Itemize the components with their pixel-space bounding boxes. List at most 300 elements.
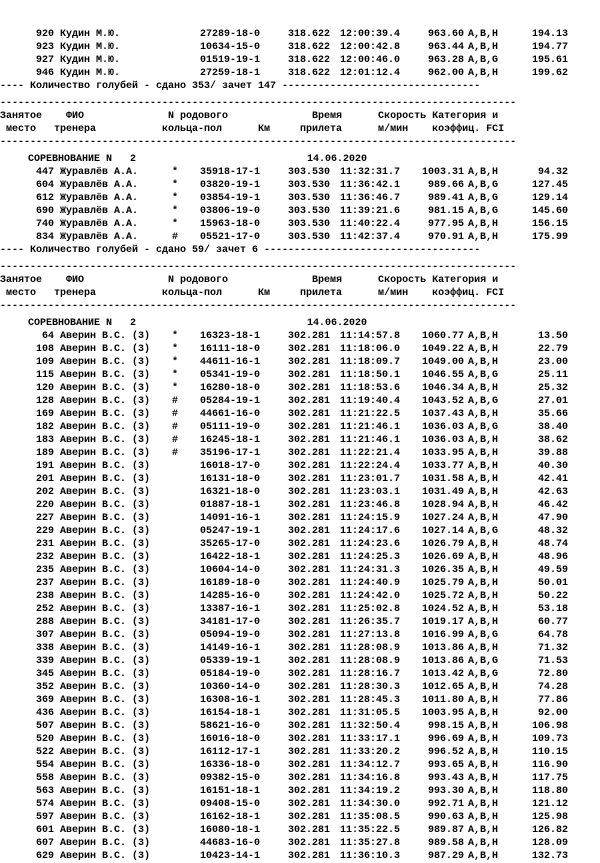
section-1-footer: ---- Количество голубей - сдано 353/ зачет 147 --------------------------------- xyxy=(0,81,481,92)
fancier-name-cell: Аверин В.С. (3) xyxy=(60,669,151,680)
distance-cell: 303.530 xyxy=(288,193,331,204)
speed-cell: 1026.69 xyxy=(421,552,464,563)
arrival-time-cell: 11:23:46.8 xyxy=(340,500,401,511)
arrival-time-cell: 11:26:35.7 xyxy=(340,617,401,628)
speed-cell: 1025.72 xyxy=(421,591,464,602)
ring-number-cell: 16080-18-1 xyxy=(200,825,261,836)
place-cell: 601 xyxy=(35,825,54,836)
table-row xyxy=(0,590,600,603)
results-document xyxy=(0,28,600,863)
column-header-line-1-2: Занятое ФИО N родового Время Скорость Категория и xyxy=(0,275,499,286)
category-cell: A,B,H xyxy=(468,409,499,420)
place-cell: 109 xyxy=(35,357,54,368)
table-row xyxy=(0,525,600,538)
category-cell: A,B,G xyxy=(468,656,499,667)
category-cell: A,B,H xyxy=(468,357,499,368)
place-cell: 183 xyxy=(35,435,54,446)
arrival-time-cell: 11:42:37.4 xyxy=(340,232,401,243)
speed-cell: 989.58 xyxy=(427,838,464,849)
arrival-time-cell: 11:28:16.7 xyxy=(340,669,401,680)
category-cell: A,B,H xyxy=(468,331,499,342)
coefficient-cell: 25.32 xyxy=(537,383,568,394)
distance-cell: 302.281 xyxy=(288,370,331,381)
coefficient-cell: 156.15 xyxy=(531,219,568,230)
distance-cell: 318.622 xyxy=(288,68,331,79)
arrival-time-cell: 11:18:53.6 xyxy=(340,383,401,394)
coefficient-cell: 145.60 xyxy=(531,206,568,217)
ring-number-cell: 27289-18-0 xyxy=(200,29,261,40)
mark-cell: * xyxy=(172,383,179,394)
ring-number-cell: 10423-14-1 xyxy=(200,851,261,862)
category-cell: A,B,H xyxy=(468,721,499,732)
coefficient-cell: 106.98 xyxy=(531,721,568,732)
speed-cell: 1025.79 xyxy=(421,578,464,589)
fancier-name-cell: Аверин В.С. (3) xyxy=(60,799,151,810)
coefficient-cell: 25.11 xyxy=(537,370,568,381)
table-row xyxy=(0,772,600,785)
fancier-name-cell: Кудин М.Ю. xyxy=(60,55,121,66)
ring-number-cell: 16189-18-0 xyxy=(200,578,261,589)
place-cell: 507 xyxy=(35,721,54,732)
speed-cell: 963.28 xyxy=(427,55,464,66)
ring-number-cell: 16016-18-0 xyxy=(200,734,261,745)
table-row xyxy=(0,67,600,80)
table-row xyxy=(0,28,600,41)
speed-cell: 962.00 xyxy=(427,68,464,79)
arrival-time-cell: 11:35:08.5 xyxy=(340,812,401,823)
ring-number-cell: 58621-16-0 xyxy=(200,721,261,732)
distance-cell: 318.622 xyxy=(288,42,331,53)
category-cell: A,B,H xyxy=(468,42,499,53)
mark-cell: # xyxy=(172,448,179,459)
distance-cell: 302.281 xyxy=(288,331,331,342)
table-row xyxy=(0,205,600,218)
mark-cell: * xyxy=(172,357,179,368)
table-row xyxy=(0,733,600,746)
section-2-footer: ---- Количество голубей - сдано 59/ зачет 6 ------------------------------------ xyxy=(0,245,481,256)
place-cell: 834 xyxy=(35,232,54,243)
arrival-time-cell: 11:18:06.0 xyxy=(340,344,401,355)
category-cell: A,B,H xyxy=(468,552,499,563)
arrival-time-cell: 11:35:27.8 xyxy=(340,838,401,849)
fancier-name-cell: Аверин В.С. (3) xyxy=(60,812,151,823)
arrival-time-cell: 11:35:22.5 xyxy=(340,825,401,836)
fancier-name-cell: Кудин М.Ю. xyxy=(60,29,121,40)
category-cell: A,B,H xyxy=(468,474,499,485)
ring-number-cell: 16321-18-0 xyxy=(200,487,261,498)
speed-cell: 1027.24 xyxy=(421,513,464,524)
ring-number-cell: 03820-19-1 xyxy=(200,180,261,191)
arrival-time-cell: 11:23:01.7 xyxy=(340,474,401,485)
table-row xyxy=(0,486,600,499)
ring-number-cell: 09382-15-0 xyxy=(200,773,261,784)
speed-cell: 1016.99 xyxy=(421,630,464,641)
speed-cell: 1037.43 xyxy=(421,409,464,420)
ring-number-cell: 01519-19-1 xyxy=(200,55,261,66)
speed-cell: 1046.55 xyxy=(421,370,464,381)
place-cell: 604 xyxy=(35,180,54,191)
fancier-name-cell: Аверин В.С. (3) xyxy=(60,708,151,719)
category-cell: A,B,H xyxy=(468,487,499,498)
table-row xyxy=(0,473,600,486)
coefficient-cell: 118.80 xyxy=(531,786,568,797)
table-row xyxy=(0,577,600,590)
category-cell: A,B,H xyxy=(468,812,499,823)
place-cell: 232 xyxy=(35,552,54,563)
ring-number-cell: 16308-16-1 xyxy=(200,695,261,706)
header-separator-top-2: -------------------------------------------------------------------------------------- xyxy=(0,262,517,273)
arrival-time-cell: 11:39:21.6 xyxy=(340,206,401,217)
speed-cell: 992.71 xyxy=(427,799,464,810)
speed-cell: 1003.31 xyxy=(421,167,464,178)
arrival-time-cell: 11:32:31.7 xyxy=(340,167,401,178)
place-cell: 612 xyxy=(35,193,54,204)
distance-cell: 302.281 xyxy=(288,643,331,654)
table-row xyxy=(0,369,600,382)
table-row xyxy=(0,551,600,564)
place-cell: 629 xyxy=(35,851,54,862)
distance-cell: 302.281 xyxy=(288,656,331,667)
coefficient-cell: 72.80 xyxy=(537,669,568,680)
ring-number-cell: 27259-18-1 xyxy=(200,68,261,79)
speed-cell: 1046.34 xyxy=(421,383,464,394)
arrival-time-cell: 11:36:46.7 xyxy=(340,193,401,204)
speed-cell: 1049.00 xyxy=(421,357,464,368)
table-row xyxy=(0,603,600,616)
arrival-time-cell: 11:28:08.9 xyxy=(340,656,401,667)
arrival-time-cell: 11:36:10.3 xyxy=(340,851,401,862)
ring-number-cell: 34181-17-0 xyxy=(200,617,261,628)
ring-number-cell: 16151-18-1 xyxy=(200,786,261,797)
distance-cell: 302.281 xyxy=(288,760,331,771)
ring-number-cell: 16112-17-1 xyxy=(200,747,261,758)
speed-cell: 1028.94 xyxy=(421,500,464,511)
place-cell: 345 xyxy=(35,669,54,680)
place-cell: 338 xyxy=(35,643,54,654)
ring-number-cell: 44661-16-0 xyxy=(200,409,261,420)
ring-number-cell: 05339-19-1 xyxy=(200,656,261,667)
fancier-name-cell: Аверин В.С. (3) xyxy=(60,825,151,836)
arrival-time-cell: 11:22:21.4 xyxy=(340,448,401,459)
arrival-time-cell: 11:21:46.1 xyxy=(340,435,401,446)
fancier-name-cell: Аверин В.С. (3) xyxy=(60,838,151,849)
fancier-name-cell: Аверин В.С. (3) xyxy=(60,396,151,407)
place-cell: 563 xyxy=(35,786,54,797)
place-cell: 108 xyxy=(35,344,54,355)
coefficient-cell: 117.75 xyxy=(531,773,568,784)
coefficient-cell: 110.15 xyxy=(531,747,568,758)
distance-cell: 302.281 xyxy=(288,799,331,810)
fancier-name-cell: Аверин В.С. (3) xyxy=(60,448,151,459)
ring-number-cell: 35918-17-1 xyxy=(200,167,261,178)
table-row xyxy=(0,192,600,205)
distance-cell: 302.281 xyxy=(288,578,331,589)
mark-cell: * xyxy=(172,370,179,381)
speed-cell: 1013.86 xyxy=(421,656,464,667)
fancier-name-cell: Журавлёв А.А. xyxy=(60,167,139,178)
speed-cell: 1033.77 xyxy=(421,461,464,472)
column-header-line-2-2: место тренера кольца-пол Км прилета м/мин коэффиц. FCI xyxy=(0,288,505,299)
place-cell: 690 xyxy=(35,206,54,217)
category-cell: A,B,G xyxy=(468,55,499,66)
category-cell: A,B,H xyxy=(468,500,499,511)
place-cell: 946 xyxy=(35,68,54,79)
category-cell: A,B,G xyxy=(468,422,499,433)
table-row xyxy=(0,166,600,179)
mark-cell: # xyxy=(172,232,179,243)
place-cell: 182 xyxy=(35,422,54,433)
fancier-name-cell: Аверин В.С. (3) xyxy=(60,630,151,641)
table-row xyxy=(0,54,600,67)
coefficient-cell: 125.98 xyxy=(531,812,568,823)
mark-cell: # xyxy=(172,396,179,407)
table-row xyxy=(0,720,600,733)
speed-cell: 970.91 xyxy=(427,232,464,243)
arrival-time-cell: 11:31:05.5 xyxy=(340,708,401,719)
place-cell: 927 xyxy=(35,55,54,66)
fancier-name-cell: Аверин В.С. (3) xyxy=(60,643,151,654)
ring-number-cell: 15963-18-0 xyxy=(200,219,261,230)
coefficient-cell: 35.66 xyxy=(537,409,568,420)
place-cell: 307 xyxy=(35,630,54,641)
section-3-title-row xyxy=(0,317,600,330)
place-cell: 115 xyxy=(35,370,54,381)
speed-cell: 987.29 xyxy=(427,851,464,862)
speed-cell: 993.43 xyxy=(427,773,464,784)
ring-number-cell: 10360-14-0 xyxy=(200,682,261,693)
fancier-name-cell: Аверин В.С. (3) xyxy=(60,474,151,485)
ring-number-cell: 35196-17-1 xyxy=(200,448,261,459)
coefficient-cell: 128.09 xyxy=(531,838,568,849)
section-1-rows xyxy=(0,28,600,80)
category-cell: A,B,H xyxy=(468,578,499,589)
ring-number-cell: 14285-16-0 xyxy=(200,591,261,602)
coefficient-cell: 48.74 xyxy=(537,539,568,550)
speed-cell: 981.15 xyxy=(427,206,464,217)
place-cell: 740 xyxy=(35,219,54,230)
category-cell: A,B,H xyxy=(468,734,499,745)
mark-cell: * xyxy=(172,331,179,342)
fancier-name-cell: Аверин В.С. (3) xyxy=(60,487,151,498)
mark-cell: * xyxy=(172,206,179,217)
coefficient-cell: 49.59 xyxy=(537,565,568,576)
coefficient-cell: 27.01 xyxy=(537,396,568,407)
arrival-time-cell: 11:24:15.9 xyxy=(340,513,401,524)
arrival-time-cell: 11:23:03.1 xyxy=(340,487,401,498)
place-cell: 369 xyxy=(35,695,54,706)
coefficient-cell: 48.32 xyxy=(537,526,568,537)
coefficient-cell: 42.63 xyxy=(537,487,568,498)
section-2-rows xyxy=(0,166,600,244)
competition-date: 14.06.2020 xyxy=(307,154,368,165)
coefficient-cell: 13.50 xyxy=(537,331,568,342)
category-cell: A,B,H xyxy=(468,825,499,836)
fancier-name-cell: Аверин В.С. (3) xyxy=(60,565,151,576)
table-row xyxy=(0,681,600,694)
category-cell: A,B,H xyxy=(468,219,499,230)
arrival-time-cell: 11:22:24.4 xyxy=(340,461,401,472)
arrival-time-cell: 12:00:42.8 xyxy=(340,42,401,53)
speed-cell: 1036.03 xyxy=(421,435,464,446)
distance-cell: 302.281 xyxy=(288,383,331,394)
coefficient-cell: 47.90 xyxy=(537,513,568,524)
place-cell: 201 xyxy=(35,474,54,485)
competition-title: СОРЕВНОВАНИЕ N 2 xyxy=(28,154,137,165)
speed-cell: 1026.35 xyxy=(421,565,464,576)
ring-number-cell: 16154-18-1 xyxy=(200,708,261,719)
fancier-name-cell: Журавлёв А.А. xyxy=(60,232,139,243)
speed-cell: 1031.49 xyxy=(421,487,464,498)
category-cell: A,B,H xyxy=(468,760,499,771)
distance-cell: 302.281 xyxy=(288,435,331,446)
place-cell: 120 xyxy=(35,383,54,394)
place-cell: 520 xyxy=(35,734,54,745)
category-cell: A,B,H xyxy=(468,708,499,719)
distance-cell: 303.530 xyxy=(288,180,331,191)
ring-number-cell: 16422-18-1 xyxy=(200,552,261,563)
distance-cell: 302.281 xyxy=(288,357,331,368)
table-row xyxy=(0,460,600,473)
category-cell: A,B,H xyxy=(468,799,499,810)
fancier-name-cell: Аверин В.С. (3) xyxy=(60,682,151,693)
distance-cell: 302.281 xyxy=(288,708,331,719)
ring-number-cell: 44611-16-1 xyxy=(200,357,261,368)
fancier-name-cell: Аверин В.С. (3) xyxy=(60,578,151,589)
speed-cell: 989.66 xyxy=(427,180,464,191)
speed-cell: 993.30 xyxy=(427,786,464,797)
speed-cell: 1033.95 xyxy=(421,448,464,459)
table-row xyxy=(0,850,600,863)
category-cell: A,B,H xyxy=(468,786,499,797)
fancier-name-cell: Журавлёв А.А. xyxy=(60,180,139,191)
category-cell: A,B,G xyxy=(468,180,499,191)
ring-number-cell: 16245-18-1 xyxy=(200,435,261,446)
arrival-time-cell: 11:24:17.6 xyxy=(340,526,401,537)
fancier-name-cell: Аверин В.С. (3) xyxy=(60,786,151,797)
arrival-time-cell: 11:28:45.3 xyxy=(340,695,401,706)
category-cell: A,B,G xyxy=(468,526,499,537)
ring-number-cell: 16018-17-0 xyxy=(200,461,261,472)
table-row xyxy=(0,330,600,343)
coefficient-cell: 39.88 xyxy=(537,448,568,459)
speed-cell: 1060.77 xyxy=(421,331,464,342)
distance-cell: 302.281 xyxy=(288,565,331,576)
fancier-name-cell: Аверин В.С. (3) xyxy=(60,539,151,550)
coefficient-cell: 175.99 xyxy=(531,232,568,243)
category-cell: A,B,H xyxy=(468,448,499,459)
distance-cell: 302.281 xyxy=(288,669,331,680)
column-header-line-1: Занятое ФИО N родового Время Скорость Категория и xyxy=(0,111,499,122)
coefficient-cell: 194.13 xyxy=(531,29,568,40)
arrival-time-cell: 11:32:50.4 xyxy=(340,721,401,732)
mark-cell: # xyxy=(172,422,179,433)
fancier-name-cell: Журавлёв А.А. xyxy=(60,193,139,204)
fancier-name-cell: Аверин В.С. (3) xyxy=(60,357,151,368)
place-cell: 227 xyxy=(35,513,54,524)
category-cell: A,B,H xyxy=(468,604,499,615)
place-cell: 238 xyxy=(35,591,54,602)
category-cell: A,B,H xyxy=(468,344,499,355)
table-row xyxy=(0,382,600,395)
distance-cell: 303.530 xyxy=(288,219,331,230)
distance-cell: 302.281 xyxy=(288,474,331,485)
speed-cell: 1027.14 xyxy=(421,526,464,537)
arrival-time-cell: 11:24:25.3 xyxy=(340,552,401,563)
table-row xyxy=(0,41,600,54)
table-row xyxy=(0,218,600,231)
coefficient-cell: 71.53 xyxy=(537,656,568,667)
fancier-name-cell: Аверин В.С. (3) xyxy=(60,734,151,745)
place-cell: 220 xyxy=(35,500,54,511)
category-cell: A,B,G xyxy=(468,193,499,204)
place-cell: 229 xyxy=(35,526,54,537)
category-cell: A,B,H xyxy=(468,682,499,693)
header-separator-top: -------------------------------------------------------------------------------------- xyxy=(0,98,517,109)
place-cell: 574 xyxy=(35,799,54,810)
distance-cell: 302.281 xyxy=(288,851,331,862)
place-cell: 923 xyxy=(35,42,54,53)
distance-cell: 302.281 xyxy=(288,526,331,537)
place-cell: 235 xyxy=(35,565,54,576)
ring-number-cell: 44683-16-0 xyxy=(200,838,261,849)
category-cell: A,B,H xyxy=(468,773,499,784)
ring-number-cell: 05094-19-0 xyxy=(200,630,261,641)
speed-cell: 1031.58 xyxy=(421,474,464,485)
place-cell: 339 xyxy=(35,656,54,667)
fancier-name-cell: Аверин В.С. (3) xyxy=(60,500,151,511)
table-row xyxy=(0,837,600,850)
distance-cell: 302.281 xyxy=(288,500,331,511)
table-row xyxy=(0,824,600,837)
ring-number-cell: 01887-18-1 xyxy=(200,500,261,511)
fancier-name-cell: Аверин В.С. (3) xyxy=(60,604,151,615)
category-cell: A,B,G xyxy=(468,396,499,407)
coefficient-cell: 74.28 xyxy=(537,682,568,693)
arrival-time-cell: 12:01:12.4 xyxy=(340,68,401,79)
fancier-name-cell: Аверин В.С. (3) xyxy=(60,721,151,732)
arrival-time-cell: 11:21:22.5 xyxy=(340,409,401,420)
category-cell: A,B,H xyxy=(468,539,499,550)
table-row xyxy=(0,343,600,356)
fancier-name-cell: Аверин В.С. (3) xyxy=(60,773,151,784)
arrival-time-cell: 12:00:46.0 xyxy=(340,55,401,66)
fancier-name-cell: Аверин В.С. (3) xyxy=(60,591,151,602)
coefficient-cell: 77.86 xyxy=(537,695,568,706)
arrival-time-cell: 11:34:12.7 xyxy=(340,760,401,771)
competition-date-2: 14.06.2020 xyxy=(307,318,368,329)
distance-cell: 302.281 xyxy=(288,747,331,758)
fancier-name-cell: Аверин В.С. (3) xyxy=(60,747,151,758)
place-cell: 189 xyxy=(35,448,54,459)
coefficient-cell: 38.62 xyxy=(537,435,568,446)
coefficient-cell: 199.62 xyxy=(531,68,568,79)
arrival-time-cell: 11:19:40.4 xyxy=(340,396,401,407)
speed-cell: 1019.17 xyxy=(421,617,464,628)
distance-cell: 302.281 xyxy=(288,539,331,550)
speed-cell: 1049.22 xyxy=(421,344,464,355)
category-cell: A,B,G xyxy=(468,370,499,381)
header-separator-bottom: -------------------------------------------------------------------------------------- xyxy=(0,137,517,148)
distance-cell: 302.281 xyxy=(288,786,331,797)
fancier-name-cell: Журавлёв А.А. xyxy=(60,219,139,230)
table-row xyxy=(0,231,600,244)
coefficient-cell: 60.77 xyxy=(537,617,568,628)
place-cell: 607 xyxy=(35,838,54,849)
ring-number-cell: 16323-18-1 xyxy=(200,331,261,342)
fancier-name-cell: Аверин В.С. (3) xyxy=(60,513,151,524)
ring-number-cell: 05247-19-1 xyxy=(200,526,261,537)
speed-cell: 996.52 xyxy=(427,747,464,758)
